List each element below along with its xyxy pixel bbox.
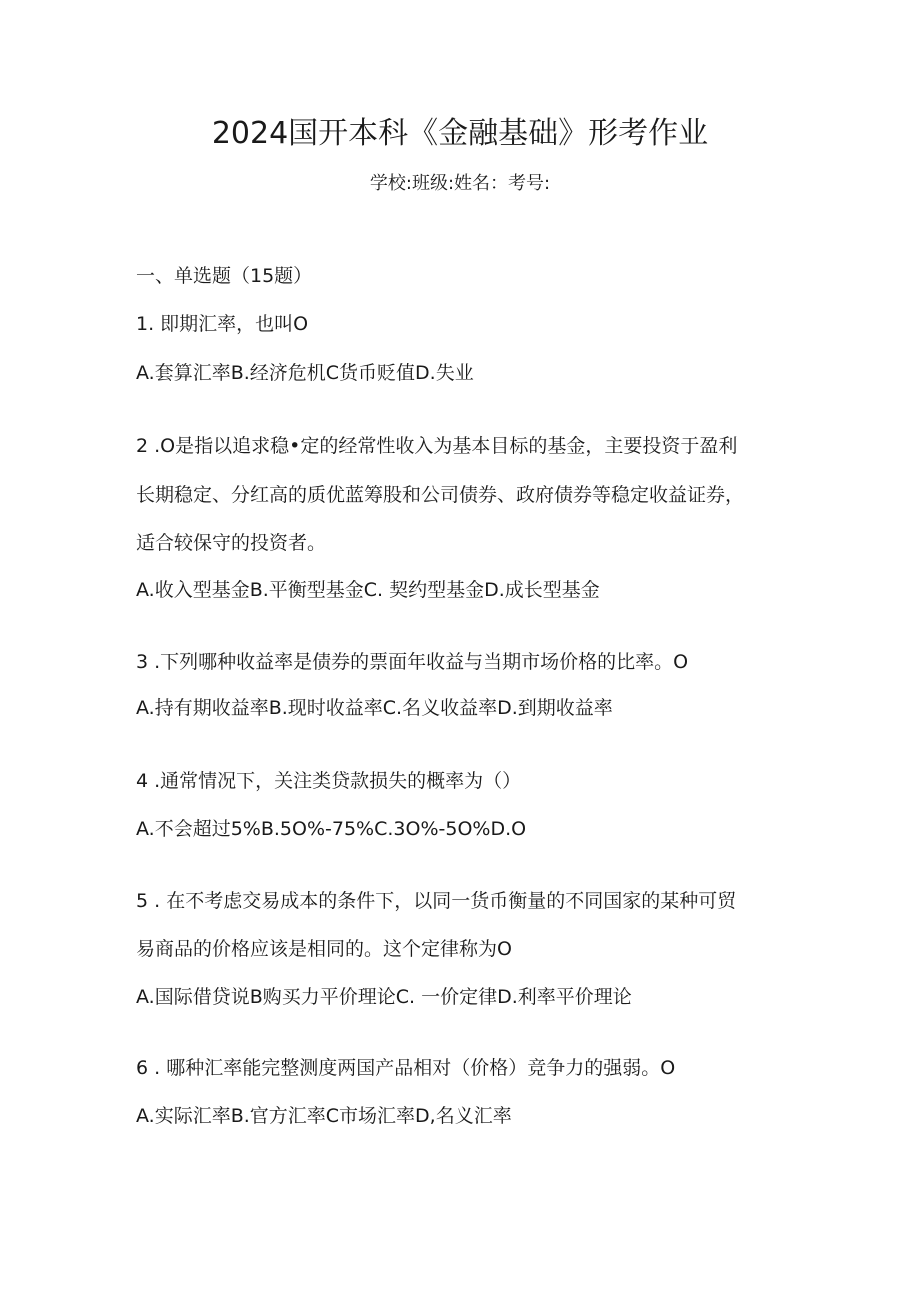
question-6-options: A.实际汇率B.官方汇率C市场汇率D,名义汇率 bbox=[136, 1105, 512, 1127]
question-4-stem: 4 .通常情况下，关注类贷款损失的概率为（） bbox=[136, 770, 522, 792]
question-2-stem-line-2: 长期稳定、分红高的质优蓝筹股和公司债券、政府债券等稳定收益证券， bbox=[136, 484, 745, 506]
question-4-options: A.不会超过5%B.5O%-75%C.3O%-5O%D.O bbox=[136, 818, 527, 840]
question-2-stem-line-1: 2 .O是指以追求稳•定的经常性收入为基本目标的基金，主要投资于盈利 bbox=[136, 435, 738, 457]
question-5-stem-line-1: 5 . 在不考虑交易成本的条件下，以同一货币衡量的不同国家的某种可贸 bbox=[136, 890, 737, 912]
question-1-options: A.套算汇率B.经济危机C货币贬值D.失业 bbox=[136, 362, 474, 384]
question-3-options: A.持有期收益率B.现时收益率C.名义收益率D.到期收益率 bbox=[136, 697, 613, 719]
question-2-options: A.收入型基金B.平衡型基金C. 契约型基金D.成长型基金 bbox=[136, 579, 600, 601]
student-info-line: 学校:班级:姓名：考号: bbox=[369, 173, 551, 194]
question-5-stem-line-2: 易商品的价格应该是相同的。这个定律称为O bbox=[136, 938, 512, 960]
question-5-options: A.国际借贷说B购买力平价理论C. 一价定律D.利率平价理论 bbox=[136, 986, 632, 1008]
question-1-stem: 1. 即期汇率，也叫O bbox=[136, 313, 309, 335]
section-heading: 一、单选题（15题） bbox=[136, 265, 313, 287]
document-title: 2024国开本科《金融基础》形考作业 bbox=[211, 116, 709, 151]
question-6-stem: 6 . 哪种汇率能完整测度两国产品相对（价格）竞争力的强弱。O bbox=[136, 1057, 676, 1079]
question-3-stem: 3 .下列哪种收益率是债券的票面年收益与当期市场价格的比率。O bbox=[136, 651, 689, 673]
question-2-stem-line-3: 适合较保守的投资者。 bbox=[136, 532, 327, 554]
